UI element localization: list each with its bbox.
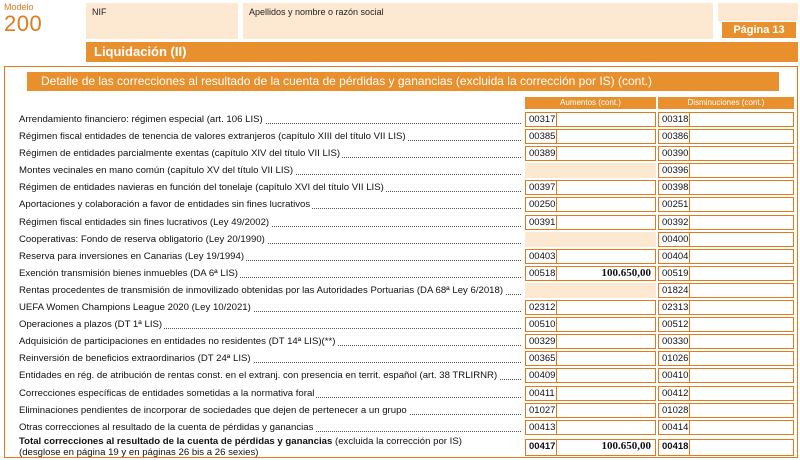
aumentos-cell[interactable]	[525, 249, 656, 264]
box-code: 00411	[529, 387, 555, 399]
box-code: 00392	[662, 216, 689, 228]
aumentos-cell[interactable]	[525, 368, 656, 383]
row-label: Otras correcciones al resultado de la cuenta de pérdidas y ganancias	[19, 422, 521, 433]
disminuciones-cell[interactable]	[658, 112, 794, 127]
modelo-number: 200	[4, 11, 43, 36]
row-label: Cooperativas: Fondo de reserva obligatorio (Ley 20/1990)	[19, 234, 521, 245]
aumentos-cell[interactable]	[525, 317, 656, 332]
disminuciones-cell[interactable]	[658, 403, 794, 418]
box-code: 01026	[662, 353, 689, 365]
box-code: 01028	[662, 404, 689, 416]
row-label: Reinversión de beneficios extraordinarios (DT 24ª LIS)	[19, 353, 521, 364]
table-row	[5, 402, 799, 419]
row-label: Reserva para inversiones en Canarias (Ley 19/1994)	[19, 251, 521, 262]
total-disminuciones-code: 00418	[662, 441, 689, 452]
box-code: 00409	[529, 370, 556, 382]
disminuciones-cell[interactable]	[658, 197, 794, 212]
box-code: 00398	[662, 182, 689, 194]
aumentos-cell[interactable]	[525, 300, 656, 315]
table-row	[5, 282, 799, 299]
box-code: 01027	[529, 404, 556, 416]
box-value: 100.650,00	[601, 266, 651, 279]
total-aumentos-code: 00417	[529, 441, 556, 452]
total-disminuciones-cell[interactable]	[658, 439, 794, 456]
box-code: 00386	[662, 131, 689, 143]
row-label: Adquisición de participaciones en entidades no residentes (DT 14ª LIS)(**)	[19, 336, 521, 347]
box-code: 00413	[529, 421, 556, 433]
table-row	[5, 196, 799, 213]
aumentos-cell[interactable]	[525, 266, 656, 281]
extra-field	[718, 3, 798, 21]
aumentos-cell[interactable]	[525, 180, 656, 195]
disminuciones-cell[interactable]	[658, 249, 794, 264]
total-label	[19, 436, 462, 447]
nif-field[interactable]	[86, 3, 238, 39]
name-label: Apellidos y nombre o razón social	[249, 7, 384, 17]
table-row	[5, 248, 799, 265]
box-code: 02312	[529, 302, 556, 314]
box-code: 00389	[529, 148, 556, 160]
table-row	[5, 333, 799, 350]
table-row	[5, 350, 799, 367]
disminuciones-cell[interactable]	[658, 420, 794, 435]
table-row	[5, 299, 799, 316]
box-code: 00365	[529, 353, 556, 365]
aumentos-cell[interactable]	[525, 197, 656, 212]
disminuciones-cell[interactable]	[658, 146, 794, 161]
box-code: 00397	[529, 182, 556, 194]
disminuciones-cell[interactable]	[658, 215, 794, 230]
box-code: 00510	[529, 319, 556, 331]
corrections-frame	[4, 66, 798, 458]
box-code: 00251	[662, 199, 689, 211]
table-row	[5, 231, 799, 248]
row-label: Entidades en rég. de atribución de rentas const. en el extranj. con presencia en territ. español (art. 38 TRLIRNR)	[19, 370, 521, 381]
disminuciones-cell[interactable]	[658, 163, 794, 178]
table-row	[5, 179, 799, 196]
box-code: 00330	[662, 336, 689, 348]
disminuciones-cell[interactable]	[658, 283, 794, 298]
box-code: 00518	[529, 267, 556, 279]
row-label: Exención transmisión bienes inmuebles (DA 6ª LIS)	[19, 268, 521, 279]
box-code: 00403	[529, 250, 556, 262]
box-code: 00385	[529, 131, 556, 143]
row-label: Régimen de entidades navieras en función del tonelaje (capítulo XVI del título VII LIS)	[19, 182, 521, 193]
table-row	[5, 214, 799, 231]
table-row	[5, 316, 799, 333]
row-label: Operaciones a plazos (DT 1ª LIS)	[19, 319, 521, 330]
corrections-table	[5, 111, 799, 436]
aumentos-cell[interactable]	[525, 112, 656, 127]
row-label: Régimen fiscal entidades sin fines lucrativos (Ley 49/2002)	[19, 217, 521, 228]
table-row	[5, 265, 799, 282]
box-code: 00250	[529, 199, 556, 211]
aumentos-cell[interactable]	[525, 146, 656, 161]
box-code: 00317	[529, 114, 556, 125]
total-label-normal: (excluida la corrección por IS)	[332, 436, 462, 447]
disminuciones-cell[interactable]	[658, 317, 794, 332]
detail-title: Detalle de las correcciones al resultado de la cuenta de pérdidas y ganancias (excluida la corrección por IS) (cont.)	[27, 72, 779, 91]
box-code: 00400	[662, 233, 689, 245]
table-row	[5, 111, 799, 128]
table-row	[5, 128, 799, 145]
aumentos-cell[interactable]	[525, 334, 656, 349]
total-aumentos-cell[interactable]	[525, 439, 656, 456]
aumentos-cell[interactable]	[525, 129, 656, 144]
name-field[interactable]	[243, 3, 713, 39]
disminuciones-cell[interactable]	[658, 129, 794, 144]
aumentos-cell	[525, 232, 656, 247]
box-code: 00512	[662, 319, 689, 331]
disminuciones-cell[interactable]	[658, 180, 794, 195]
row-label: Correcciones específicas de entidades sometidas a la normativa foral	[19, 388, 521, 399]
box-code: 02313	[662, 302, 689, 314]
row-label: Rentas procedentes de transmisión de inmovilizado obtenidas por las Autoridades Portuarias (DA 68ª Ley 6/2018)	[19, 285, 521, 296]
box-code: 00390	[662, 148, 689, 160]
table-row	[5, 419, 799, 436]
aumentos-cell	[525, 163, 656, 178]
aumentos-cell[interactable]	[525, 403, 656, 418]
row-label: Régimen de entidades parcialmente exentas (capítulo XIV del título VII LIS)	[19, 148, 521, 159]
box-code: 00410	[662, 370, 689, 382]
total-label-bold: Total correcciones al resultado de la cuenta de pérdidas y ganancias	[19, 436, 333, 447]
table-row	[5, 162, 799, 179]
row-label: Eliminaciones pendientes de incorporar de sociedades que dejen de pertenecer a un grupo	[19, 405, 521, 416]
column-header-aumentos: Aumentos (cont.)	[525, 97, 656, 109]
section-title: Liquidación (II)	[86, 42, 798, 62]
table-row	[5, 385, 799, 402]
box-code: 00414	[662, 421, 689, 433]
nif-label: NIF	[92, 7, 107, 17]
table-row	[5, 367, 799, 384]
box-code: 00391	[529, 216, 556, 228]
aumentos-cell[interactable]	[525, 215, 656, 230]
box-code: 00412	[662, 387, 689, 399]
modelo-label: Modelo	[4, 2, 34, 12]
disminuciones-cell[interactable]	[658, 232, 794, 247]
box-code: 00404	[662, 250, 689, 262]
box-code: 00519	[662, 267, 689, 279]
disminuciones-cell[interactable]	[658, 334, 794, 349]
disminuciones-cell[interactable]	[658, 368, 794, 383]
aumentos-cell[interactable]	[525, 420, 656, 435]
row-label: Régimen fiscal entidades de tenencia de valores extranjeros (capítulo XIII del título VII LIS)	[19, 131, 521, 142]
box-code: 00396	[662, 165, 689, 177]
box-code: 01824	[662, 284, 689, 296]
row-label: Montes vecinales en mano común (capítulo XV del título VII LIS)	[19, 165, 521, 176]
row-label: Aportaciones y colaboración a favor de entidades sin fines lucrativos	[19, 199, 521, 210]
box-code: 00318	[662, 114, 689, 125]
aumentos-cell	[525, 283, 656, 298]
total-row	[5, 436, 799, 458]
page-number-badge: Página 13	[722, 22, 796, 38]
disminuciones-cell[interactable]	[658, 300, 794, 315]
row-label: UEFA Women Champions League 2020 (Ley 10/2021)	[19, 302, 521, 313]
disminuciones-cell[interactable]	[658, 266, 794, 281]
disminuciones-cell[interactable]	[658, 386, 794, 401]
table-row	[5, 145, 799, 162]
modelo-block	[4, 2, 66, 37]
aumentos-cell[interactable]	[525, 351, 656, 366]
aumentos-cell[interactable]	[525, 386, 656, 401]
disminuciones-cell[interactable]	[658, 351, 794, 366]
column-header-disminuciones: Disminuciones (cont.)	[658, 97, 794, 109]
box-code: 00329	[529, 336, 556, 348]
row-label: Arrendamiento financiero: régimen especial (art. 106 LIS)	[19, 114, 521, 125]
total-label-line2: (desglose en página 19 y en páginas 26 bis a 26 sexies)	[19, 447, 259, 458]
total-aumentos-value: 100.650,00	[601, 440, 651, 452]
